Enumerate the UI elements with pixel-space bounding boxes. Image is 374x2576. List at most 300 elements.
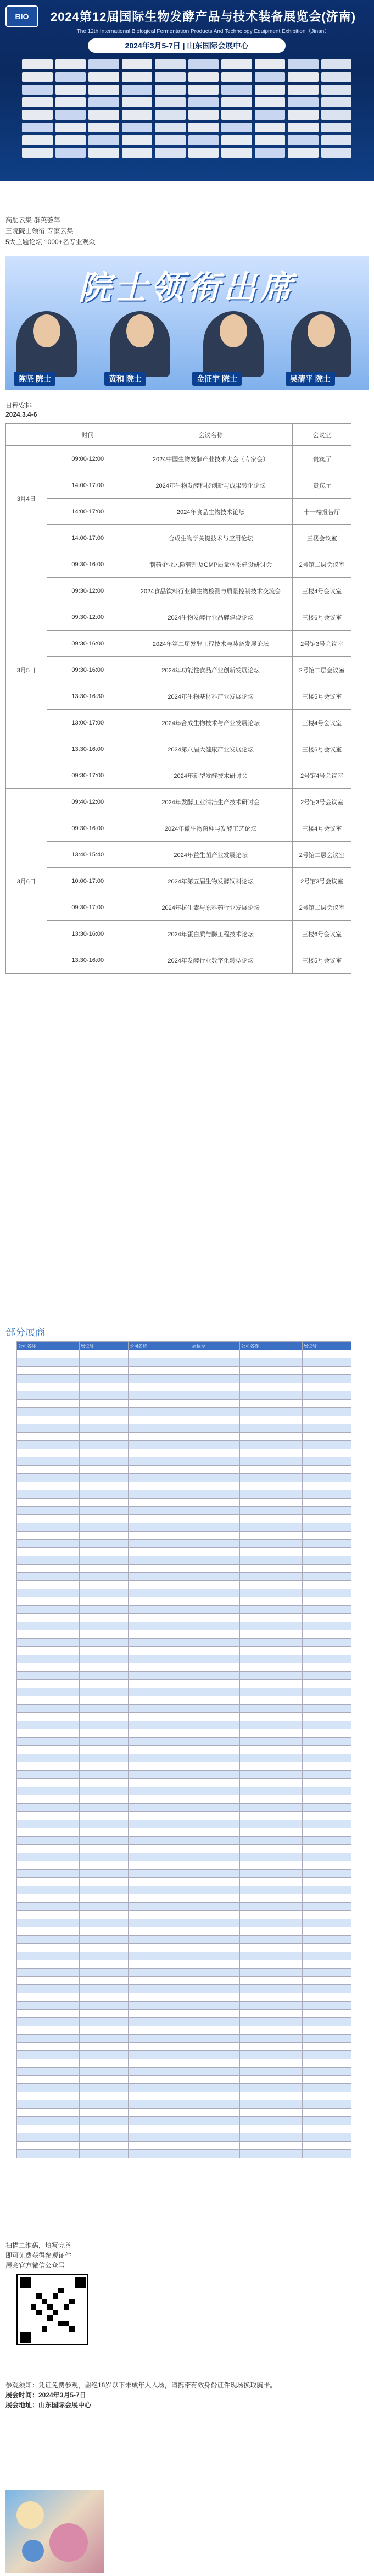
exhibitor-cell [191,1903,239,1911]
schedule-time: 14:00-17:00 [47,499,129,525]
exhibitor-cell [128,1853,191,1861]
sponsor-logo [88,135,119,145]
exhibitor-cell [239,1870,302,1878]
col-day [6,424,47,446]
exhibitor-cell [79,1746,128,1754]
schedule-room: 2号馆4号会议室 [293,762,351,789]
exhibitor-cell [191,1589,239,1597]
exhibitor-cell [17,1515,80,1523]
exhibitor-cell [302,1713,351,1721]
exhibitor-cell [79,1911,128,1919]
exhibitor-cell [302,1457,351,1466]
exhibitor-cell [302,1705,351,1713]
exhibitor-cell [128,2051,191,2059]
exhibitor-cell [239,1729,302,1738]
schedule-room: 三楼5号会议室 [293,947,351,974]
exhibitor-cell [128,2018,191,2026]
sponsor-logo [88,85,119,95]
exhibitor-cell [128,1696,191,1705]
exhibitor-cell [302,1597,351,1606]
exhibitor-row [17,1556,351,1565]
exhibitor-cell [128,1894,191,1903]
exhibitor-cell [17,1952,80,1960]
exhibitor-cell [239,1647,302,1655]
exhibitor-cell [191,1490,239,1499]
exhibitor-cell [17,1911,80,1919]
exhibitor-cell [128,1416,191,1424]
exhibitor-cell [17,1639,80,1647]
exhibitor-row [17,1861,351,1870]
exhibitor-cell [128,1878,191,1886]
exhibitor-cell [79,2068,128,2076]
exhibitor-cell [128,1845,191,1853]
exhibitor-cell [128,1597,191,1606]
exhibitor-cell [128,1936,191,1944]
sponsor-logo [88,110,119,120]
exhibitor-row [17,1903,351,1911]
exhibitor-cell [191,2026,239,2035]
sponsor-logo [22,85,53,95]
exhibitor-row [17,1548,351,1556]
exhibitor-cell [79,1927,128,1936]
exhibitor-cell [79,2010,128,2018]
exhibitor-cell [191,1952,239,1960]
exhibitor-cell [128,1804,191,1812]
exhibitor-cell [239,1812,302,1820]
schedule-heading: 日程安排 [5,402,32,410]
exhibitor-cell [79,2100,128,2109]
exhibitor-cell [302,1556,351,1565]
exhibitor-cell [79,1721,128,1729]
schedule-time: 13:00-17:00 [47,710,129,736]
schedule-room: 2号馆二层会议室 [293,551,351,578]
exhibitor-cell [79,2051,128,2059]
schedule-name: 2024生物发酵行业品牌建设论坛 [129,604,293,631]
exhibitor-cell [79,1762,128,1771]
sponsor-logo [122,97,153,107]
exhibitor-cell [191,1499,239,1507]
person-label: 陈坚 院士 [14,372,55,386]
exhibitor-cell [17,1614,80,1622]
exhibitor-cell [17,1490,80,1499]
exhibitor-cell [17,1729,80,1738]
exhibitor-cell [239,1622,302,1630]
exhibitor-row [17,2068,351,2076]
exhibitor-cell [302,1688,351,1696]
exhibitor-cell [191,1597,239,1606]
exhibitor-cell [239,1424,302,1433]
exhibitor-cell [17,2043,80,2051]
exhibitor-cell [17,1804,80,1812]
exhibitor-cell [17,1449,80,1457]
sponsor-logo [321,123,352,132]
exhibitor-cell [128,1647,191,1655]
schedule-name: 2024年新型发酵技术研讨会 [129,762,293,789]
exhibitor-cell [79,1614,128,1622]
schedule-name: 2024年第五届生物发酵饲料论坛 [129,868,293,894]
exhibitor-cell [79,1977,128,1985]
exhibitor-cell [191,1433,239,1441]
exhibitor-cell [302,1622,351,1630]
exhibitor-cell [17,1540,80,1548]
schedule-row [6,815,351,842]
exhibitor-row [17,1639,351,1647]
exhibitor-row [17,1532,351,1540]
exhibitor-cell [239,1853,302,1861]
exhibitor-cell [239,1523,302,1532]
exhibitor-row [17,2076,351,2084]
exhibitor-cell [239,1383,302,1391]
banner-date: 2024年3月5-7日 | 山东国际会展中心 [88,38,286,53]
sponsor-logo [321,85,352,95]
exhibitor-cell [79,1457,128,1466]
exhibitor-cell [302,1647,351,1655]
exhibitor-cell [17,1400,80,1408]
exhibitor-cell [239,1779,302,1787]
exhibitor-cell [79,1795,128,1804]
exhibitor-cell [79,1696,128,1705]
sponsor-logo [122,59,153,69]
schedule-name: 2024年生物基材料产业发展论坛 [129,683,293,710]
schedule-row [6,762,351,789]
exhibitor-cell [239,2026,302,2035]
schedule-row [6,525,351,551]
exhibitor-cell [302,1606,351,1614]
exhibitor-cell [302,1532,351,1540]
sponsor-logo [88,97,119,107]
exhibitor-cell [191,1548,239,1556]
exhibitor-cell [17,1597,80,1606]
schedule-row [6,921,351,947]
exhibitor-row [17,1589,351,1597]
exhibitor-row [17,2043,351,2051]
exhibitor-cell [191,2150,239,2158]
exhibitor-cell [239,2018,302,2026]
sponsor-logo [221,148,252,158]
sponsor-logo [288,148,319,158]
exhibitor-cell [79,1466,128,1474]
exhibitor-row [17,1845,351,1853]
exhibitor-cell [302,1474,351,1482]
banner-subtitle: The 12th International Biological Fermentation Products And Technology Equipment Exhibition（Jinan） [76,29,330,35]
exhibitor-cell [79,2133,128,2142]
schedule-name: 2024食品饮料行业微生物检测与质量控制技术交流会 [129,578,293,604]
exhibitor-cell [17,2109,80,2117]
schedule-room: 三楼4号会议室 [293,710,351,736]
schedule-name: 2024年微生物菌种与发酵工艺论坛 [129,815,293,842]
exhibitor-cell [128,1375,191,1383]
exhibitor-cell [79,1639,128,1647]
intro-line-3: 5大主题论坛 1000+名专业观众 [5,238,96,246]
exhibitor-cell [239,1548,302,1556]
exhibitor-cell [191,1655,239,1663]
schedule-time: 09:30-17:00 [47,762,129,789]
exhibitor-cell [17,1795,80,1804]
exhibitor-cell [128,1828,191,1837]
sponsor-logo [221,110,252,120]
exhibitor-cell [302,1738,351,1746]
exhibitor-cell [302,1507,351,1515]
schedule-room: 三楼4号会议室 [293,815,351,842]
exhibitor-cell [239,1499,302,1507]
exhibitor-cell [17,1762,80,1771]
exhibitor-cell [191,2051,239,2059]
exhibitor-cell [239,1655,302,1663]
schedule-time: 09:30-16:00 [47,631,129,657]
schedule-room: 三楼5号会议室 [293,683,351,710]
exhibitor-cell [79,2035,128,2043]
exhibitor-row [17,1449,351,1457]
schedule-row [6,657,351,683]
exhibitor-row [17,1696,351,1705]
exhibitor-cell [302,2018,351,2026]
sponsor-logo [155,110,186,120]
exhibitor-cell [191,1424,239,1433]
exhibitor-cell [239,2109,302,2117]
exhibitor-cell [239,2076,302,2084]
exhibitor-cell [79,1944,128,1952]
exhibitor-cell [79,1779,128,1787]
banner-title: 2024第12届国际生物发酵产品与技术装备展览会(济南) [50,10,356,24]
exhibitor-cell [128,1490,191,1499]
exhibitor-row [17,1787,351,1795]
exhibitor-cell [79,1820,128,1828]
exhibitor-cell [191,1779,239,1787]
reg-text-top [5,2241,71,2270]
exhibitor-cell [302,1820,351,1828]
academician-hero [5,256,369,390]
exhibitor-cell [128,1507,191,1515]
exhibitor-cell [191,1441,239,1449]
sponsor-logo [55,110,86,120]
exhibitor-cell [79,1993,128,2002]
sponsor-logo [321,97,352,107]
exhibitor-cell [17,1375,80,1383]
exhibitor-cell [17,1532,80,1540]
sponsor-logo [221,123,252,132]
schedule-row [6,499,351,525]
exhibitor-cell [302,2002,351,2010]
schedule-row [6,631,351,657]
sponsor-logo [155,72,186,82]
sponsor-logo [55,97,86,107]
exhibitor-cell [302,2035,351,2043]
exhibitor-row [17,2035,351,2043]
exhibitor-cell [302,1614,351,1622]
exhibitor-row [17,1367,351,1375]
exhibitor-cell [191,1383,239,1391]
exhibitor-cell [302,2084,351,2092]
exhibitor-cell [128,1886,191,1894]
exhibitor-cell [17,1630,80,1639]
exhibitor-cell [79,1589,128,1597]
exhibitor-cell [128,1729,191,1738]
exhibitor-cell [239,2133,302,2142]
exhibitor-header-cell: 公司名称 [239,1342,302,1350]
exhibitor-cell [302,1449,351,1457]
exhibitor-cell [17,1416,80,1424]
exhibitor-cell [128,1969,191,1977]
exhibitor-cell [239,2142,302,2150]
sponsor-logo [55,123,86,132]
exhibitor-row [17,1795,351,1804]
exhibitor-cell [239,1746,302,1754]
exhibitor-cell [239,1672,302,1680]
exhibitor-cell [17,1350,80,1358]
exhibitor-cell [239,1565,302,1573]
exhibitor-cell [302,2117,351,2125]
exhibitor-cell [17,1894,80,1903]
exhibitor-row [17,1499,351,1507]
exhibitor-cell [191,1400,239,1408]
exhibitor-cell [79,1903,128,1911]
exhibitor-row [17,1713,351,1721]
schedule-time: 09:30-17:00 [47,894,129,921]
exhibitor-cell [191,1878,239,1886]
exhibitor-cell [239,1391,302,1400]
exhibitor-cell [302,1383,351,1391]
exhibitor-cell [79,1688,128,1696]
exhibitor-cell [239,1358,302,1367]
exhibitor-cell [191,2092,239,2100]
qr-code[interactable] [16,2274,88,2345]
exhibitor-cell [302,1375,351,1383]
exhibitor-row [17,1738,351,1746]
exhibitor-cell [191,1622,239,1630]
exhibitor-cell [302,2150,351,2158]
exhibitor-cell [79,2002,128,2010]
reg-line: 展会时间：2024年3月5-7日 [5,2391,86,2399]
exhibitor-cell [191,1391,239,1400]
exhibitor-cell [239,1482,302,1490]
exhibitor-cell [191,1581,239,1589]
exhibitor-cell [128,1738,191,1746]
exhibitor-header-cell: 展位号 [79,1342,128,1350]
exhibitor-cell [79,1738,128,1746]
sponsor-logo [288,59,319,69]
exhibitor-cell [191,1523,239,1532]
schedule-time: 09:30-12:00 [47,604,129,631]
schedule-row [6,789,351,815]
exhibitor-cell [191,1754,239,1762]
exhibitor-cell [239,1532,302,1540]
exhibitor-cell [191,2059,239,2068]
exhibitor-cell [79,1985,128,1993]
exhibitor-cell [17,1482,80,1490]
venue-photo [5,2490,104,2573]
schedule-room: 三楼6号会议室 [293,736,351,762]
exhibitor-cell [302,2092,351,2100]
exhibitor-cell [17,1903,80,1911]
exhibitor-cell [191,1556,239,1565]
exhibitor-cell [17,1837,80,1845]
sponsor-logo [155,85,186,95]
exhibitor-cell [239,1960,302,1969]
exhibitor-cell [128,1581,191,1589]
exhibitor-cell [128,1680,191,1688]
exhibitor-cell [17,1433,80,1441]
exhibitor-cell [17,1383,80,1391]
exhibitor-cell [17,1424,80,1433]
schedule-time: 09:00-12:00 [47,446,129,472]
schedule-row [6,842,351,868]
exhibitor-cell [239,1762,302,1771]
exhibitor-cell [191,1886,239,1894]
exhibitor-cell [79,1870,128,1878]
schedule-name: 2024年生物发酵科技创新与成果转化论坛 [129,472,293,499]
exhibitor-header-cell: 公司名称 [17,1342,80,1350]
sponsor-logo [122,110,153,120]
exhibitor-cell [128,1449,191,1457]
exhibitor-row [17,1622,351,1630]
exhibitor-cell [191,2068,239,2076]
exhibitor-cell [79,1375,128,1383]
exhibitor-row [17,1358,351,1367]
exhibitor-cell [79,2092,128,2100]
exhibitor-cell [128,1705,191,1713]
exhibitor-row [17,1614,351,1622]
exhibitor-cell [239,1845,302,1853]
sponsor-logo [155,135,186,145]
exhibitor-cell [191,1358,239,1367]
exhibitor-cell [79,1408,128,1416]
sponsor-logo [55,72,86,82]
exhibitor-cell [191,1944,239,1952]
person-photo [203,311,264,377]
exhibitor-cell [191,1532,239,1540]
exhibitor-cell [239,1771,302,1779]
exhibitor-cell [17,1713,80,1721]
exhibitor-cell [79,2150,128,2158]
exhibitor-cell [17,2002,80,2010]
col-room: 会议室 [293,424,351,446]
exhibitor-cell [239,2100,302,2109]
exhibitor-cell [191,1993,239,2002]
person-photo [16,311,77,377]
exhibitor-cell [302,1944,351,1952]
exhibitor-cell [239,1754,302,1762]
exhibitor-cell [239,1837,302,1845]
exhibitor-cell [17,1738,80,1746]
exhibitor-cell [17,1556,80,1565]
exhibitor-cell [239,1878,302,1886]
exhibitor-cell [128,1400,191,1408]
exhibitor-row [17,1944,351,1952]
exhibitor-cell [128,1787,191,1795]
exhibitor-cell [17,2125,80,2133]
schedule-name: 2024年发酵工业清洁生产技术研讨会 [129,789,293,815]
exhibitor-cell [239,2051,302,2059]
exhibitor-cell [302,1350,351,1358]
exhibitor-cell [17,1812,80,1820]
exhibitor-cell [302,1672,351,1680]
exhibitor-row [17,1705,351,1713]
exhibitor-cell [191,2076,239,2084]
exhibitor-cell [17,2133,80,2142]
exhibitor-row [17,1754,351,1762]
exhibitor-cell [128,1771,191,1779]
sponsor-logo [255,148,286,158]
exhibitor-cell [79,2059,128,2068]
exhibitor-cell [239,1597,302,1606]
exhibitor-cell [128,1960,191,1969]
schedule-name: 2024年益生菌产业发展论坛 [129,842,293,868]
exhibitor-row [17,2084,351,2092]
exhibitor-cell [191,1630,239,1639]
exhibitor-cell [302,2010,351,2018]
person-label: 金征宇 院士 [192,372,242,386]
sponsor-logo [321,110,352,120]
